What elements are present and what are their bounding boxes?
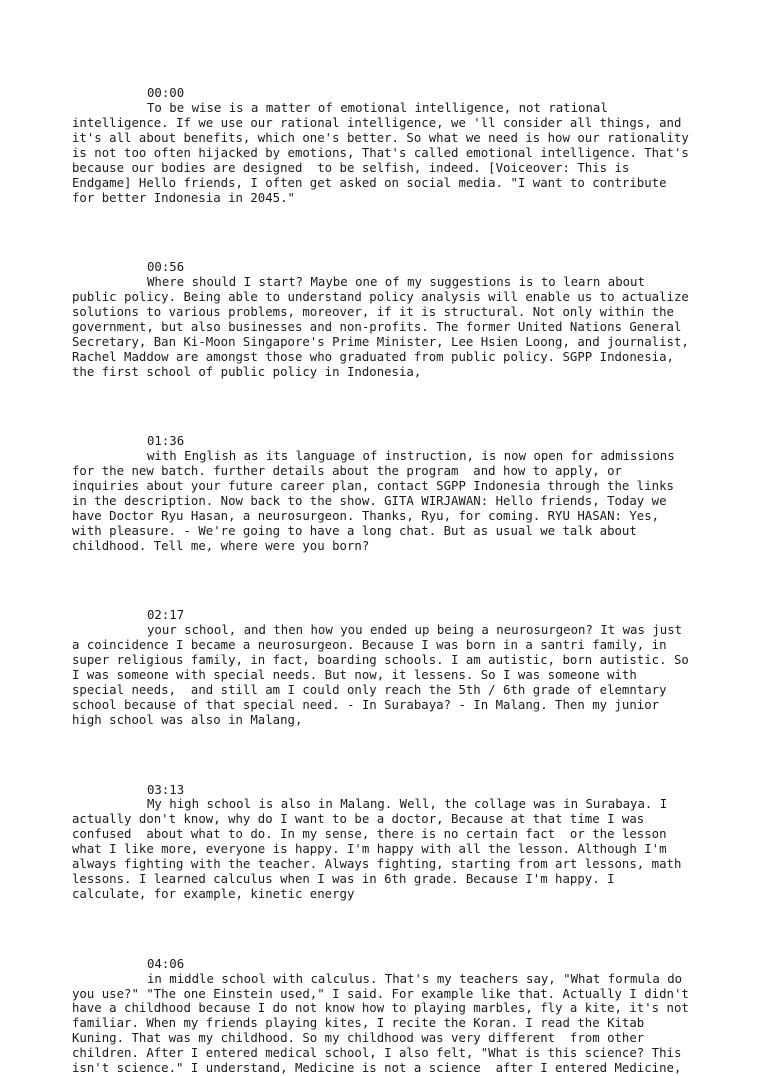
- transcript-line: with pleasure. - We're going to have a long chat. But as usual we talk about: [72, 523, 637, 538]
- timestamp: 02:17: [147, 608, 185, 623]
- timestamp: 03:13: [147, 782, 185, 797]
- transcript-line: inquiries about your future career plan, contact SGPP Indonesia through the links: [72, 479, 674, 494]
- transcript-line: super religious family, in fact, boarding schools. I am autistic, born autistic. So: [72, 653, 689, 668]
- transcript-line: lessons. I learned calculus when I was in 6th grade. Because I'm happy. I: [72, 872, 615, 887]
- transcript-segment: [72, 86, 712, 206]
- transcript-line: a coincidence I became a neurosurgeon. Because I was born in a santri family, in: [72, 638, 667, 653]
- transcript-line: government, but also businesses and non-profits. The former United Nations General: [72, 319, 682, 334]
- transcript-segment: [72, 434, 712, 554]
- transcript-line: the first school of public policy in Indonesia,: [72, 364, 422, 379]
- transcript-line: your school, and then how you ended up being a neurosurgeon? It was just: [147, 623, 683, 638]
- transcript-line: solutions to various problems, moreover, if it is structural. Not only within the: [72, 304, 674, 319]
- transcript-paragraph: [72, 101, 712, 206]
- transcript-line: Rachel Maddow are amongst those who graduated from public policy. SGPP Indonesia,: [72, 349, 674, 364]
- transcript-paragraph: [72, 449, 712, 554]
- transcript-line: confused about what to do. In my sense, there is no certain fact or the lesson: [72, 827, 667, 842]
- transcript-line: with English as its language of instruction, is now open for admissions: [147, 449, 675, 464]
- transcript-segment: [72, 608, 712, 728]
- transcript-segment: [72, 260, 712, 380]
- transcript-line: because our bodies are designed to be selfish, indeed. [Voiceover: This is: [72, 160, 630, 175]
- transcript-line: intelligence. If we use our rational intelligence, we 'll consider all things, and: [72, 115, 682, 130]
- transcript-line: Kuning. That was my childhood. So my childhood was very different from other: [72, 1031, 645, 1046]
- transcript-line: have a childhood because I do not know how to playing marbles, fly a kite, it's not: [72, 1001, 689, 1016]
- transcript-line: you use?" "The one Einstein used," I said. For example like that. Actually I didn't: [72, 986, 689, 1001]
- timestamp: 01:36: [147, 434, 185, 449]
- transcript-line: To be wise is a matter of emotional intelligence, not rational: [147, 100, 608, 115]
- transcript-line: actually don't know, why do I want to be a doctor, Because at that time I was: [72, 812, 645, 827]
- transcript-line: for better Indonesia in 2045.": [72, 190, 295, 205]
- transcript-line: special needs, and still am I could only reach the 5th / 6th grade of elemntary: [72, 683, 667, 698]
- transcript-paragraph: [72, 275, 712, 380]
- timestamp: 04:06: [147, 956, 185, 971]
- transcript-line: always fighting with the teacher. Always fighting, starting from art lessons, math: [72, 857, 682, 872]
- transcript-line: for the new batch. further details about the program and how to apply, or: [72, 464, 622, 479]
- transcript-line: I was someone with special needs. But now, it lessens. So I was someone with: [72, 668, 637, 683]
- transcript-line: have Doctor Ryu Hasan, a neurosurgeon. Thanks, Ryu, for coming. RYU HASAN: Yes,: [72, 509, 660, 524]
- transcript-segment: [72, 957, 712, 1076]
- transcript-line: isn't science." I understand, Medicine is not a science after I entered Medicine,: [72, 1061, 682, 1076]
- transcript-line: high school was also in Malang,: [72, 713, 303, 728]
- transcript-line: Secretary, Ban Ki-Moon Singapore's Prime Minister, Lee Hsien Loong, and journalist,: [72, 334, 689, 349]
- transcript-page: [72, 86, 712, 1076]
- transcript-line: Endgame] Hello friends, I often get asked on social media. "I want to contribute: [72, 175, 667, 190]
- transcript-line: is not too often hijacked by emotions, That's called emotional intelligence. That's: [72, 145, 689, 160]
- transcript-line: in the description. Now back to the show. GITA WIRJAWAN: Hello friends, Today we: [72, 494, 667, 509]
- transcript-line: school because of that special need. - In Surabaya? - In Malang. Then my junior: [72, 698, 660, 713]
- transcript-line: in middle school with calculus. That's my teachers say, "What formula do: [147, 971, 683, 986]
- timestamp: 00:56: [147, 260, 185, 275]
- transcript-segment: [72, 783, 712, 903]
- transcript-paragraph: [72, 623, 712, 728]
- timestamp: 00:00: [147, 86, 185, 100]
- transcript-line: children. After I entered medical school, I also felt, "What is this science? This: [72, 1046, 682, 1061]
- transcript-line: familiar. When my friends playing kites, I recite the Koran. I read the Kitab: [72, 1016, 645, 1031]
- transcript-line: calculate, for example, kinetic energy: [72, 887, 355, 902]
- transcript-line: public policy. Being able to understand policy analysis will enable us to actualize: [72, 290, 689, 305]
- transcript-line: childhood. Tell me, where were you born?: [72, 538, 370, 553]
- transcript-paragraph: [72, 797, 712, 902]
- transcript-line: My high school is also in Malang. Well, the collage was in Surabaya. I: [147, 797, 668, 812]
- transcript-line: it's all about benefits, which one's better. So what we need is how our rationality: [72, 130, 689, 145]
- transcript-line: what I like more, everyone is happy. I'm happy with all the lesson. Although I'm: [72, 842, 667, 857]
- transcript-line: Where should I start? Maybe one of my suggestions is to learn about: [147, 275, 645, 290]
